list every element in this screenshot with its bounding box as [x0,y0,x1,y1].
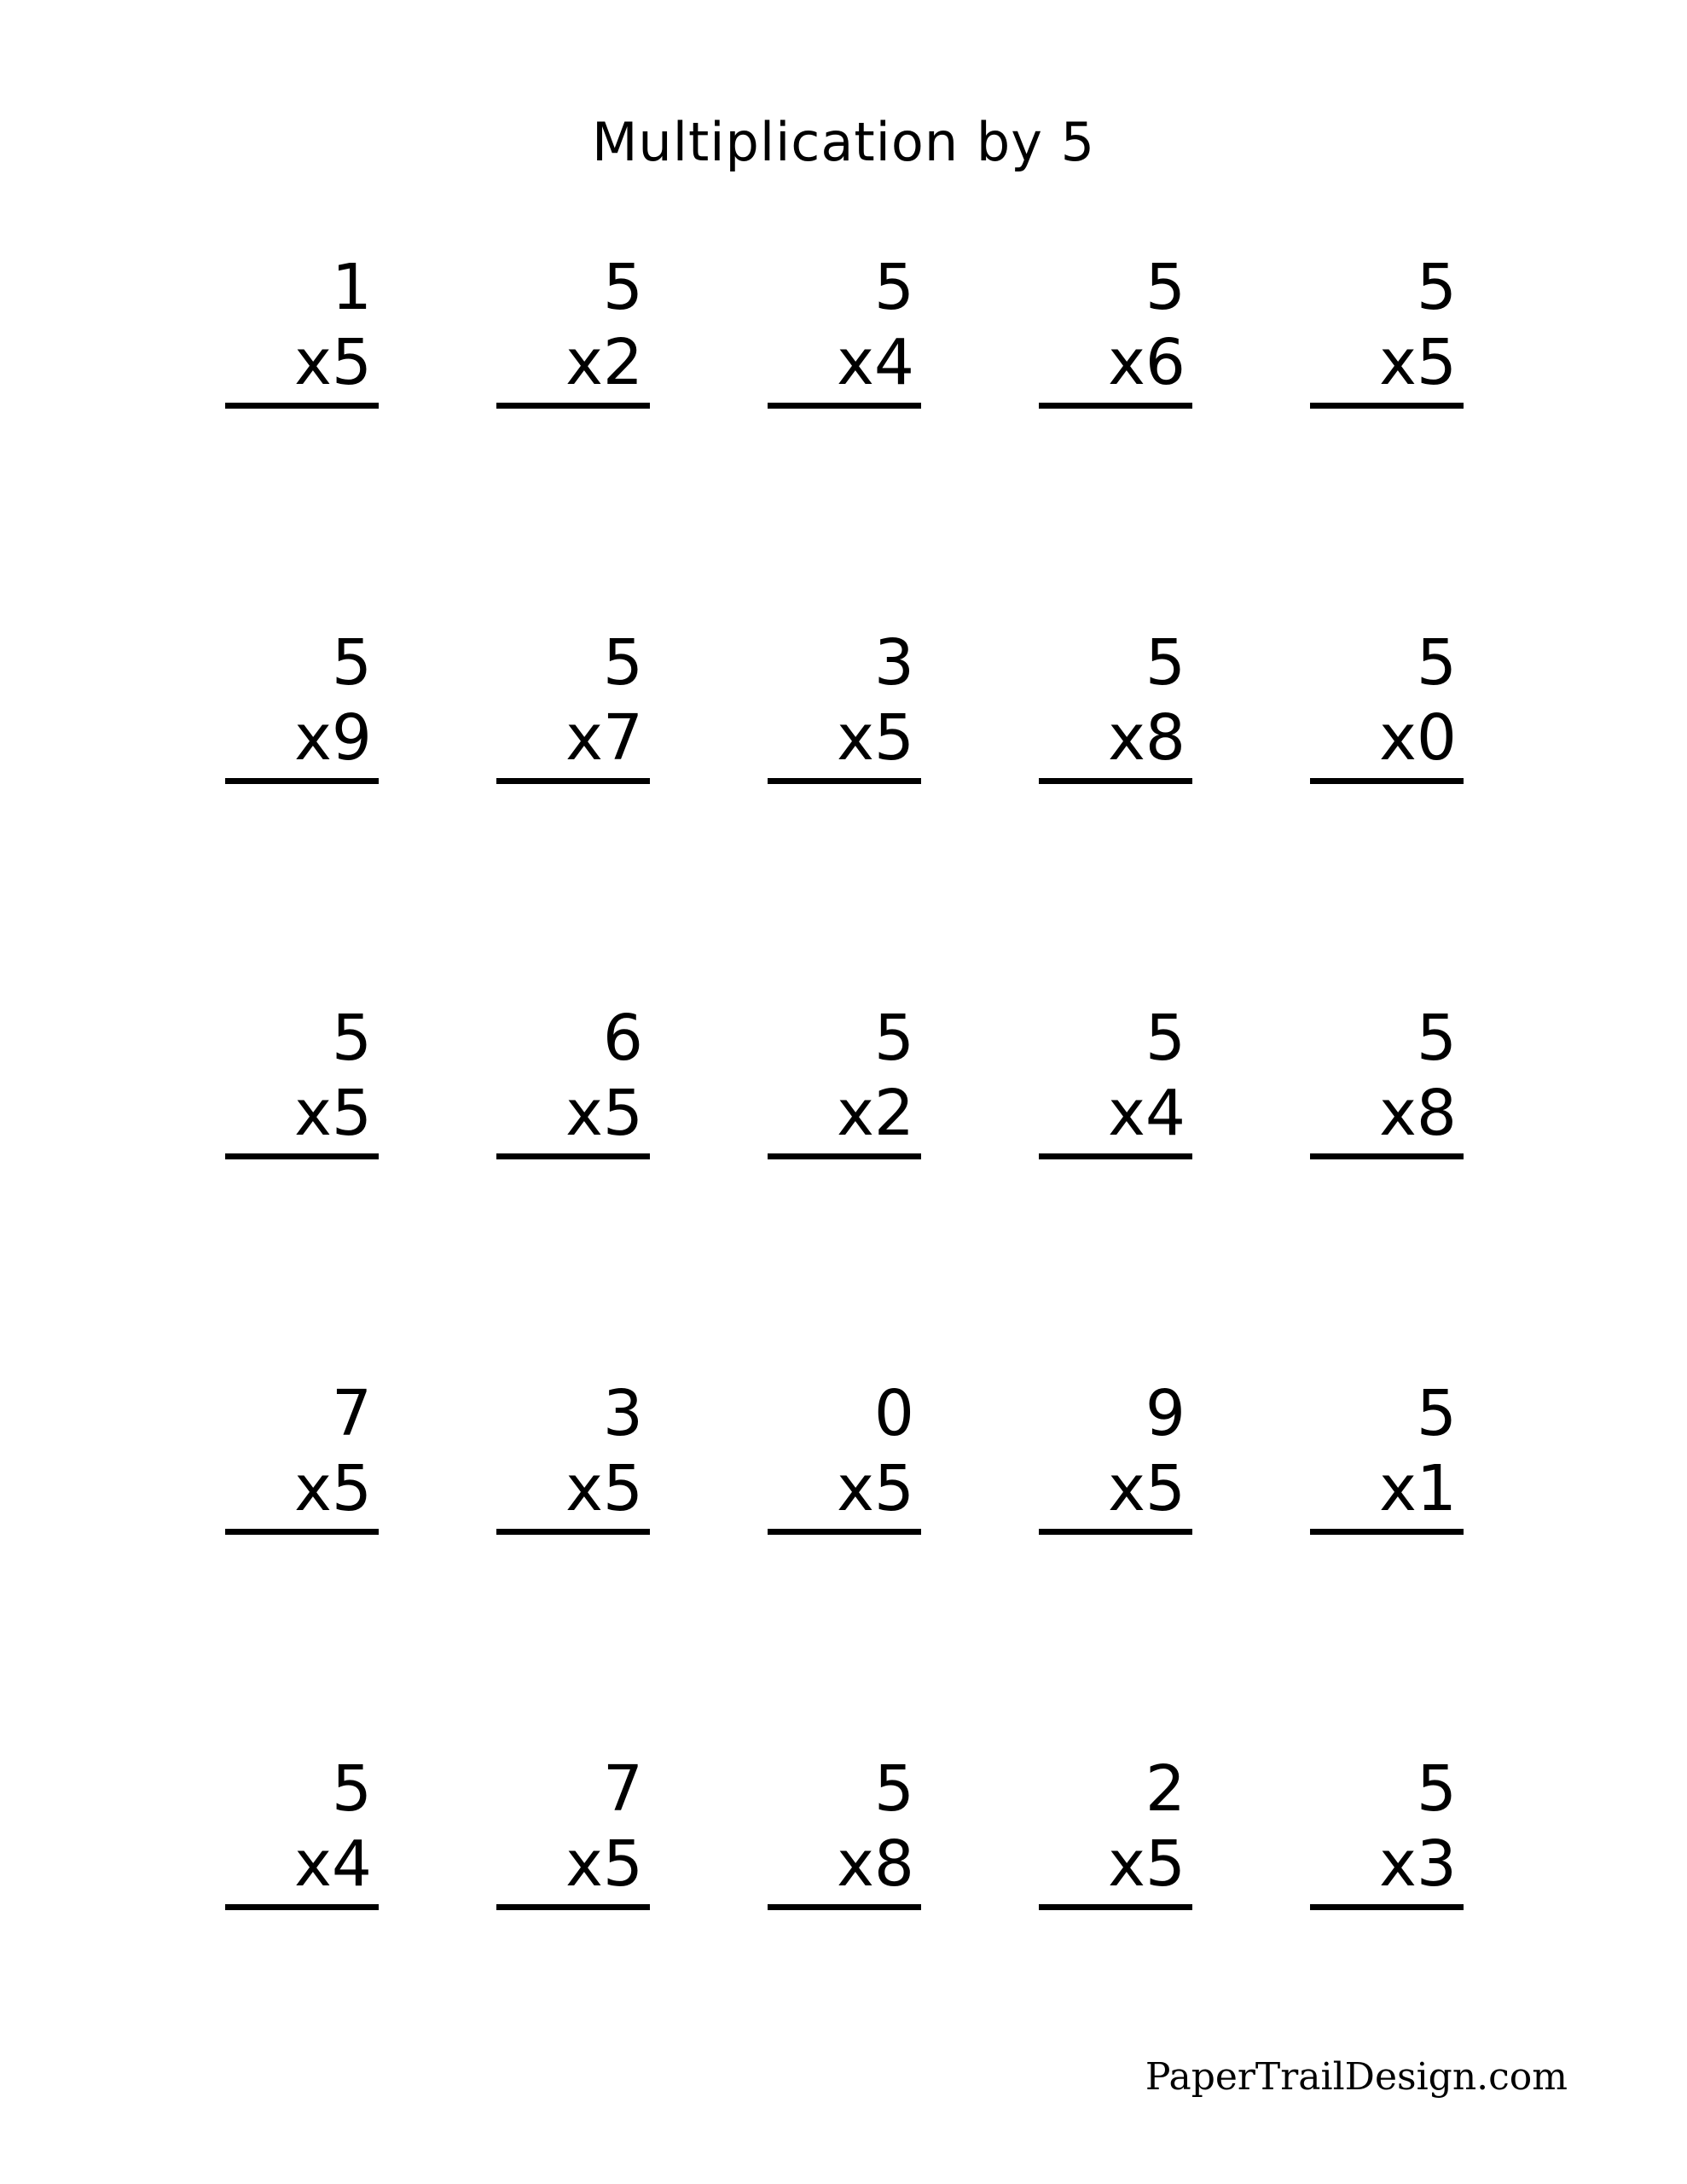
answer-rule [1039,1153,1192,1159]
answer-rule [496,1529,650,1535]
answer-rule [768,1904,921,1910]
problem-factor-bottom: x4 [294,1827,372,1901]
answer-rule [496,1153,650,1159]
problem-factor-bottom: x5 [837,1452,914,1525]
site-credit: PaperTrailDesign.com [1145,2055,1568,2099]
problem-item [1251,626,1522,1007]
answer-rule [225,778,379,784]
problem-item [980,1377,1251,1757]
problem-factor-top: 5 [602,251,643,324]
problem-factor-top: 7 [602,1752,643,1826]
problem-item [438,251,709,631]
answer-rule [1310,1529,1464,1535]
answer-rule [496,403,650,409]
problem-factor-top: 5 [1145,626,1186,700]
answer-rule [225,1529,379,1535]
problem-factor-top: 5 [1416,626,1457,700]
problem-factor-bottom: x5 [1108,1827,1186,1901]
problem-factor-bottom: x5 [294,326,372,399]
problem-factor-bottom: x4 [837,326,914,399]
problem-factor-bottom: x6 [1108,326,1186,399]
problem-item [709,251,980,631]
problem-factor-bottom: x2 [565,326,643,399]
answer-rule [1039,778,1192,784]
problem-item [166,626,438,1007]
problem-item [166,1377,438,1757]
problem-item [709,626,980,1007]
problem-item [709,1752,980,2133]
problem-factor-top: 5 [331,626,372,700]
problem-factor-bottom: x8 [837,1827,914,1901]
problem-factor-bottom: x5 [837,701,914,775]
problem-factor-top: 5 [331,1752,372,1826]
problem-item [438,626,709,1007]
problem-factor-top: 9 [1145,1377,1186,1450]
problem-factor-bottom: x5 [294,1077,372,1150]
problem-item [166,1752,438,2133]
problem-item [709,1002,980,1382]
problem-factor-bottom: x0 [1379,701,1457,775]
problem-factor-bottom: x8 [1379,1077,1457,1150]
answer-rule [768,1529,921,1535]
answer-rule [1310,1904,1464,1910]
problem-factor-bottom: x5 [565,1077,643,1150]
problem-item [438,1377,709,1757]
answer-rule [768,778,921,784]
problem-factor-bottom: x5 [1379,326,1457,399]
problem-factor-top: 5 [1145,251,1186,324]
problem-factor-top: 3 [602,1377,643,1450]
problem-factor-top: 5 [873,1752,914,1826]
answer-rule [1310,1153,1464,1159]
problem-factor-top: 5 [873,251,914,324]
answer-rule [768,1153,921,1159]
problem-factor-bottom: x5 [294,1452,372,1525]
problem-factor-top: 2 [1145,1752,1186,1826]
answer-rule [1039,1904,1192,1910]
answer-rule [1039,403,1192,409]
problem-factor-top: 0 [873,1377,914,1450]
problem-factor-bottom: x7 [565,701,643,775]
problem-factor-top: 5 [602,626,643,700]
problem-item [980,251,1251,631]
problem-factor-top: 1 [331,251,372,324]
problem-factor-bottom: x3 [1379,1827,1457,1901]
problem-factor-top: 6 [602,1002,643,1075]
problem-factor-top: 3 [873,626,914,700]
problem-factor-top: 5 [1416,1002,1457,1075]
problem-item [438,1002,709,1382]
problem-factor-top: 5 [1416,1752,1457,1826]
problem-factor-bottom: x5 [1108,1452,1186,1525]
answer-rule [225,1153,379,1159]
answer-rule [496,1904,650,1910]
problem-factor-bottom: x5 [565,1452,643,1525]
answer-rule [768,403,921,409]
problem-item [1251,1377,1522,1757]
problem-item [438,1752,709,2133]
problem-factor-top: 5 [1416,1377,1457,1450]
answer-rule [1039,1529,1192,1535]
answer-rule [225,1904,379,1910]
problem-factor-bottom: x8 [1108,701,1186,775]
problem-factor-bottom: x9 [294,701,372,775]
problem-item [709,1377,980,1757]
problem-item [1251,251,1522,631]
problem-factor-bottom: x1 [1379,1452,1457,1525]
problem-item [1251,1002,1522,1382]
problem-factor-top: 5 [331,1002,372,1075]
problem-factor-top: 5 [1416,251,1457,324]
problem-factor-top: 5 [873,1002,914,1075]
answer-rule [1310,403,1464,409]
answer-rule [496,778,650,784]
problem-item [166,1002,438,1382]
page-title: Multiplication by 5 [591,111,1096,173]
answer-rule [225,403,379,409]
problem-item [980,1002,1251,1382]
problem-factor-bottom: x2 [837,1077,914,1150]
problem-item [980,626,1251,1007]
answer-rule [1310,778,1464,784]
problem-factor-bottom: x5 [565,1827,643,1901]
problem-factor-bottom: x4 [1108,1077,1186,1150]
problem-grid [166,251,1522,2133]
problem-factor-top: 5 [1145,1002,1186,1075]
problem-item [166,251,438,631]
problem-factor-top: 7 [331,1377,372,1450]
